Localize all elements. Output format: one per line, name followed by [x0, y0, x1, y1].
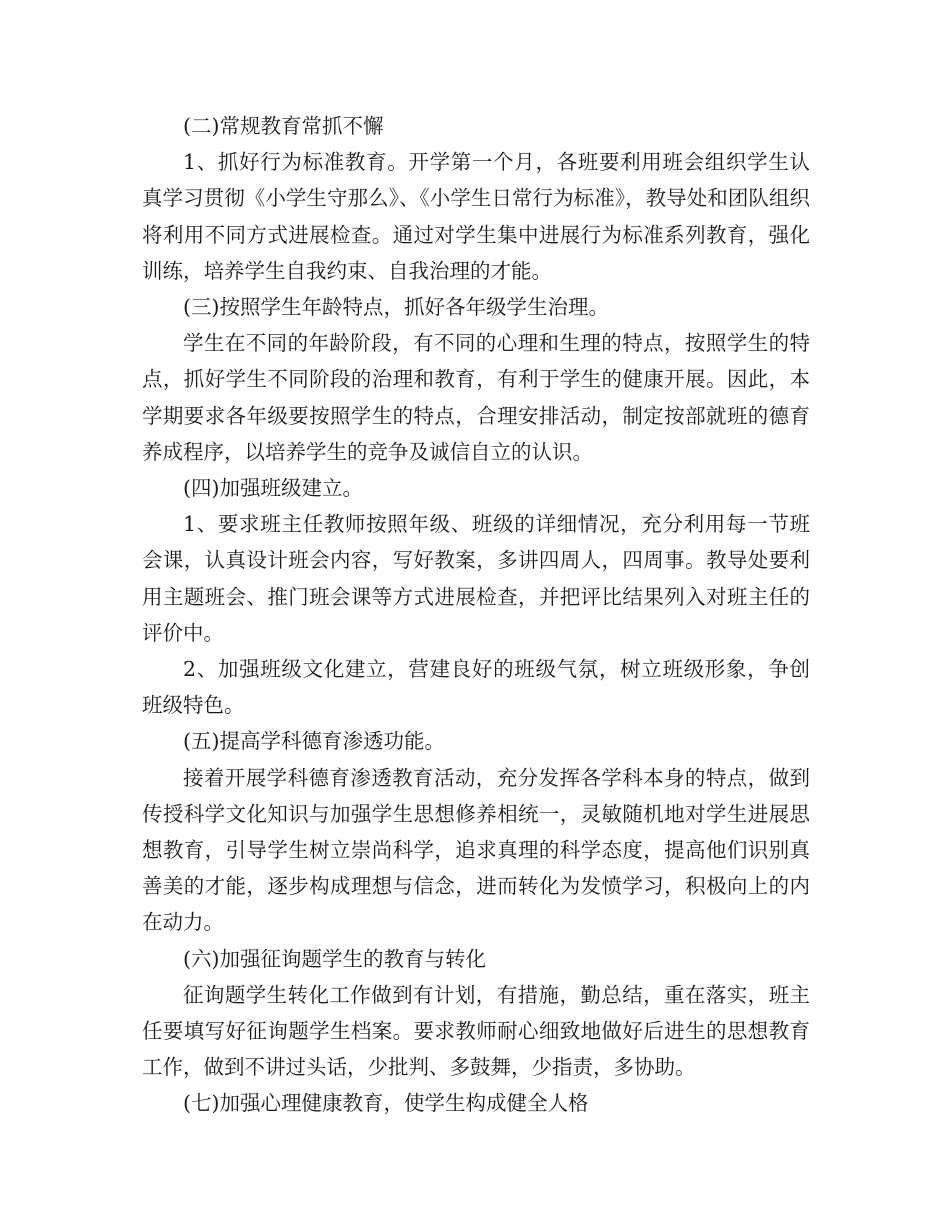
document-body [142, 108, 810, 1122]
paragraph-subject-moral-education: 接着开展学科德育渗透教育活动，充分发挥各学科本身的特点，做到传授科学文化知识与加强学生思想修养相统一，灵敏随机地对学生进展思想教育，引导学生树立崇尚科学，追求真理的科学态度，提高他们识别真善美的才能，逐步构成理想与信念，进而转化为发愤学习，积极向上的内在动力。 [142, 765, 810, 935]
section-heading-3: (三)按照学生年龄特点，抓好各年级学生治理。 [183, 295, 609, 320]
paragraph-behavior-standards: 1、抓好行为标准教育。开学第一个月，各班要利用班会组织学生认真学习贯彻《小学生守那么》、《小学生日常行为标准》，教导处和团队组织将利用不同方式进展检查。通过对学生集中进展行为标准系列教育，强化训练，培养学生自我约束、自我治理的才能。 [142, 150, 810, 283]
section-heading-4: (四)加强班级建立。 [183, 476, 363, 501]
paragraph-problem-students: 征询题学生转化工作做到有计划，有措施，勤总结，重在落实，班主任要填写好征询题学生档案。要求教师耐心细致地做好后进生的思想教育工作，做到不讲过头话，少批判、多鼓舞，少指责，多协助。 [142, 982, 810, 1080]
section-heading-6: (六)加强征询题学生的教育与转化 [183, 946, 486, 971]
paragraph-class-meetings: 1、要求班主任教师按照年级、班级的详细情况，充分利用每一节班会课，认真设计班会内容，写好教案，多讲四周人，四周事。教导处要利用主题班会、推门班会课等方式进展检查，并把评比结果列入对班主任的评价中。 [142, 512, 810, 645]
section-heading-7: (七)加强心理健康教育，使学生构成健全人格 [183, 1091, 589, 1116]
section-heading-5: (五)提高学科德育渗透功能。 [183, 729, 445, 754]
paragraph-class-culture: 2、加强班级文化建立，营建良好的班级气氛，树立班级形象，争创班级特色。 [142, 657, 810, 718]
paragraph-age-characteristics: 学生在不同的年龄阶段，有不同的心理和生理的特点，按照学生的特点，抓好学生不同阶段的治理和教育，有利于学生的健康开展。因此，本学期要求各年级要按照学生的特点，合理安排活动，制定按部就班的德育养成程序，以培养学生的竞争及诚信自立的认识。 [142, 331, 810, 464]
section-heading-2: (二)常规教育常抓不懈 [183, 114, 384, 138]
